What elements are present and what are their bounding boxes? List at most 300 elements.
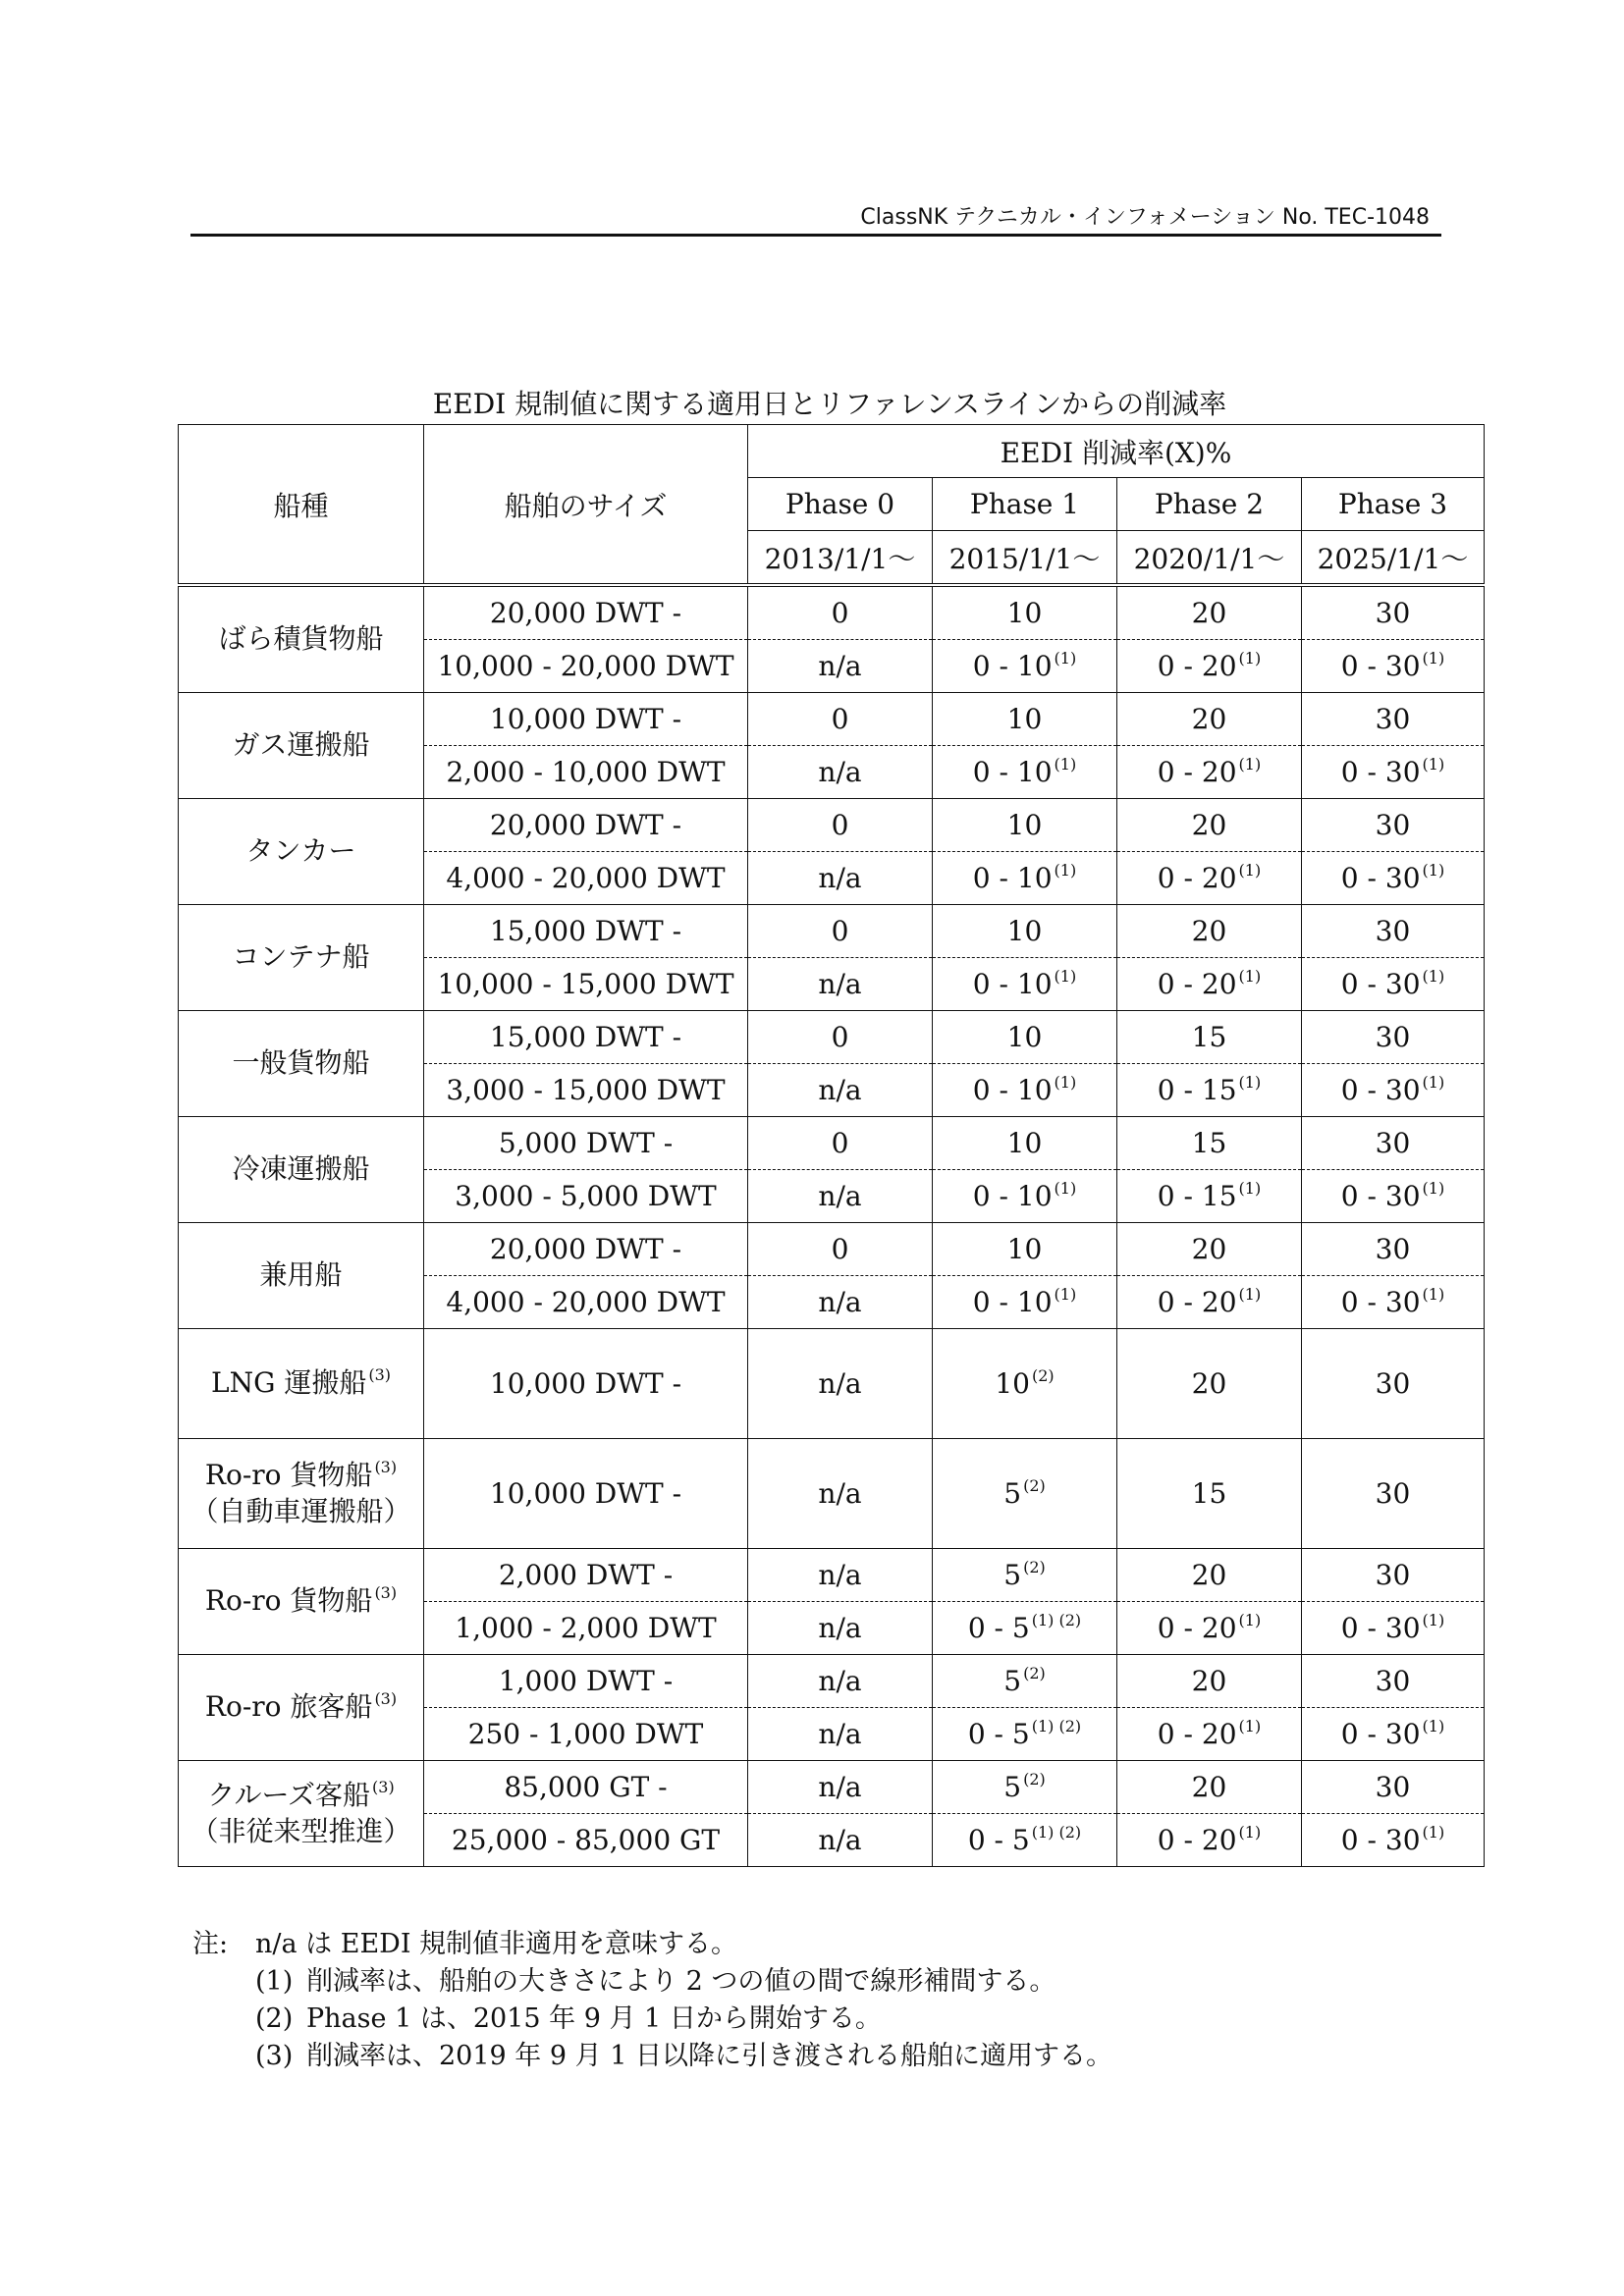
ship-type-cell: [179, 1761, 424, 1867]
reduction-value: 0 - 30: [1340, 862, 1421, 894]
reduction-value: 10: [1006, 915, 1043, 947]
table-row: [179, 1329, 1485, 1439]
col-ship-type-header: 船種: [179, 425, 424, 586]
reduction-value: 20: [1191, 597, 1227, 629]
phase-0-value-cell: [748, 640, 933, 693]
reduction-value: 0: [831, 597, 849, 629]
reduction-value: 0 - 20: [1157, 756, 1237, 788]
ship-type-name: 兼用船: [259, 1258, 343, 1292]
footnote-ref: (2): [1023, 1476, 1046, 1495]
ship-type-name: 一般貨物船: [232, 1046, 370, 1080]
reduction-value: 10: [1006, 1021, 1043, 1053]
note-text: 削減率は、船舶の大きさにより 2 つの値の間で線形補間する。: [306, 1966, 1056, 1997]
table-body: [179, 585, 1485, 1867]
note-text: Phase 1 は、2015 年 9 月 1 日から開始する。: [306, 2003, 882, 2034]
ship-type-cell: [179, 585, 424, 693]
reduction-value: 15: [1191, 1021, 1227, 1053]
reduction-value: 30: [1375, 1771, 1411, 1803]
reduction-value: 30: [1375, 1021, 1411, 1053]
phase-2-date: 2020/1/1～: [1117, 531, 1302, 586]
phase-1-value-cell: [933, 905, 1117, 958]
ship-type-name: Ro-ro 旅客船: [204, 1690, 373, 1724]
table-row: [179, 1761, 1485, 1814]
table-row: [179, 799, 1485, 852]
phase-2-value-cell: [1117, 1761, 1302, 1814]
ship-type-name: LNG 運搬船: [210, 1366, 367, 1400]
reduction-value: 5: [1003, 1665, 1022, 1697]
ship-type-line: [179, 833, 423, 869]
size-cell: 25,000 - 85,000 GT: [424, 1814, 748, 1867]
reduction-value: 10: [1006, 597, 1043, 629]
footnote-ref: (1): [1422, 1285, 1445, 1304]
phase-1-value-cell: [933, 1549, 1117, 1602]
phase-2-value-cell: [1117, 1011, 1302, 1064]
phase-3-value-cell: [1302, 1011, 1485, 1064]
ship-type-name: ばら積貨物船: [218, 622, 384, 656]
phase-2-value-cell: [1117, 1549, 1302, 1602]
ship-type-footnote: (3): [374, 1458, 398, 1477]
phase-0-value-cell: [748, 1170, 933, 1223]
phase-2-value-cell: [1117, 746, 1302, 799]
phase-1-value-cell: [933, 1170, 1117, 1223]
footnote-ref: (1): [1054, 1179, 1077, 1198]
phase-3-value-cell: [1302, 640, 1485, 693]
phase-1-value-cell: [933, 1223, 1117, 1276]
reduction-value: 0 - 30: [1340, 650, 1421, 682]
footnote-ref: (2): [1023, 1558, 1046, 1576]
reduction-value: 30: [1375, 1367, 1411, 1400]
phase-2-value-cell: [1117, 1276, 1302, 1329]
footnote-ref: (2): [1031, 1366, 1055, 1385]
size-cell: 20,000 DWT -: [424, 1223, 748, 1276]
phase-0-value-cell: [748, 1011, 933, 1064]
phase-3-value-cell: [1302, 852, 1485, 905]
reduction-value: 0 - 10: [972, 968, 1053, 1000]
reduction-value: 20: [1191, 1233, 1227, 1265]
size-cell: 20,000 DWT -: [424, 585, 748, 640]
size-cell: 2,000 DWT -: [424, 1549, 748, 1602]
size-cell: 85,000 GT -: [424, 1761, 748, 1814]
footnote-ref: (1): [1422, 1717, 1445, 1735]
reduction-value: 0 - 20: [1157, 862, 1237, 894]
phase-0-value-cell: [748, 1549, 933, 1602]
reduction-value: 0 - 30: [1340, 1612, 1421, 1644]
reduction-value: 0: [831, 1233, 849, 1265]
ship-type-name: Ro-ro 貨物船: [204, 1584, 373, 1618]
phase-3-header: Phase 3: [1302, 478, 1485, 531]
size-cell: 2,000 - 10,000 DWT: [424, 746, 748, 799]
reduction-value: 0 - 5: [967, 1612, 1030, 1644]
reduction-value: 0 - 30: [1340, 756, 1421, 788]
ship-type-line: [179, 1778, 423, 1813]
phase-2-value-cell: [1117, 958, 1302, 1011]
reduction-value: n/a: [818, 1824, 862, 1856]
reduction-value: 20: [1191, 809, 1227, 841]
phase-2-value-cell: [1117, 640, 1302, 693]
reduction-value: 10: [1006, 809, 1043, 841]
phase-2-value-cell: [1117, 1655, 1302, 1708]
table-row: [179, 1439, 1485, 1549]
phase-0-value-cell: [748, 958, 933, 1011]
ship-type-name: Ro-ro 貨物船: [204, 1459, 373, 1492]
phase-0-header: Phase 0: [748, 478, 933, 531]
size-cell: 10,000 - 15,000 DWT: [424, 958, 748, 1011]
phase-0-value-cell: [748, 1602, 933, 1655]
ship-type-cell: [179, 1117, 424, 1223]
ship-type-cell: [179, 1011, 424, 1117]
phase-3-value-cell: [1302, 1814, 1485, 1867]
phase-1-value-cell: [933, 1064, 1117, 1117]
ship-type-footnote: (3): [374, 1689, 398, 1709]
reduction-value: 0 - 30: [1340, 968, 1421, 1000]
reduction-value: n/a: [818, 1771, 862, 1803]
footnote-ref: (1): [1238, 1823, 1262, 1842]
ship-type-line: [179, 1045, 423, 1081]
ship-type-line: [179, 1458, 423, 1493]
reduction-value: n/a: [818, 1477, 862, 1510]
phase-1-value-cell: [933, 693, 1117, 746]
reduction-value: 20: [1191, 915, 1227, 947]
reduction-value: n/a: [818, 756, 862, 788]
ship-type-cell: [179, 1439, 424, 1549]
phase-3-value-cell: [1302, 1276, 1485, 1329]
reduction-value: 30: [1375, 1559, 1411, 1591]
reduction-value: 5: [1003, 1477, 1022, 1510]
footnote-ref: (1): [1422, 1179, 1445, 1198]
footnote-ref: (1): [1422, 861, 1445, 880]
reduction-value: 5: [1003, 1559, 1022, 1591]
phase-3-value-cell: [1302, 1761, 1485, 1814]
footnote-ref: (1): [1238, 861, 1262, 880]
table-row: [179, 905, 1485, 958]
phase-0-value-cell: [748, 799, 933, 852]
ship-type-line: [179, 939, 423, 975]
phase-3-value-cell: [1302, 799, 1485, 852]
reduction-value: 0 - 10: [972, 1074, 1053, 1106]
footnote-ref: (1): [1422, 1823, 1445, 1842]
footnote-ref: (1): [1238, 649, 1262, 667]
footnote-ref: (1): [1238, 1285, 1262, 1304]
phase-2-value-cell: [1117, 1329, 1302, 1439]
phase-1-date: 2015/1/1～: [933, 531, 1117, 586]
reduction-value: 0: [831, 1021, 849, 1053]
footnote-ref: (1): [1054, 1285, 1077, 1304]
phase-1-value-cell: [933, 1439, 1117, 1549]
reduction-value: 0: [831, 1127, 849, 1159]
phase-0-value-cell: [748, 1655, 933, 1708]
phase-2-value-cell: [1117, 1117, 1302, 1170]
ship-type-name: タンカー: [245, 834, 356, 868]
ship-type-cell: [179, 1223, 424, 1329]
phase-1-value-cell: [933, 1011, 1117, 1064]
phase-1-value-cell: [933, 1117, 1117, 1170]
reduction-value: n/a: [818, 1559, 862, 1591]
reduction-value: 30: [1375, 597, 1411, 629]
reduction-value: 0 - 30: [1340, 1286, 1421, 1318]
ship-type-name: 冷凍運搬船: [232, 1152, 370, 1186]
phase-0-value-cell: [748, 1814, 933, 1867]
reduction-value: 0 - 30: [1340, 1824, 1421, 1856]
footnote-ref: (1): [1422, 1073, 1445, 1092]
ship-type-cell: [179, 693, 424, 799]
footnote-ref: (1): [1054, 755, 1077, 774]
note-item: [192, 2038, 1112, 2075]
phase-2-value-cell: [1117, 905, 1302, 958]
phase-3-value-cell: [1302, 1223, 1485, 1276]
phase-2-value-cell: [1117, 585, 1302, 640]
ship-type-line: [179, 621, 423, 657]
reduction-value: 20: [1191, 1771, 1227, 1803]
reduction-value: 0 - 5: [967, 1824, 1030, 1856]
footnote-ref: (1): [1238, 1073, 1262, 1092]
reduction-value: 10: [1006, 703, 1043, 735]
reduction-value: 5: [1003, 1771, 1022, 1803]
reduction-value: n/a: [818, 650, 862, 682]
reduction-value: 30: [1375, 1233, 1411, 1265]
ship-type-line: [179, 1365, 423, 1401]
phase-2-value-cell: [1117, 1814, 1302, 1867]
reduction-value: 15: [1191, 1477, 1227, 1510]
phase-3-value-cell: [1302, 585, 1485, 640]
size-cell: 10,000 DWT -: [424, 693, 748, 746]
phase-2-value-cell: [1117, 1708, 1302, 1761]
size-cell: 3,000 - 15,000 DWT: [424, 1064, 748, 1117]
ship-type-footnote: (3): [368, 1365, 392, 1385]
phase-2-value-cell: [1117, 852, 1302, 905]
reduction-value: n/a: [818, 1286, 862, 1318]
header-text: ClassNK テクニカル・インフォメーション No. TEC-1048: [860, 205, 1430, 230]
phase-2-value-cell: [1117, 693, 1302, 746]
reduction-value: n/a: [818, 1718, 862, 1750]
note-num: (1): [255, 1966, 294, 1997]
reduction-value: 0: [831, 915, 849, 947]
footnote-ref: (1): [1238, 1179, 1262, 1198]
ship-type-footnote: (3): [372, 1778, 395, 1797]
phase-2-header: Phase 2: [1117, 478, 1302, 531]
footnote-ref: (1): [1238, 1717, 1262, 1735]
footnote-ref: (1) (2): [1031, 1823, 1082, 1842]
reduction-value: 0 - 30: [1340, 1718, 1421, 1750]
ship-type-line: [179, 727, 423, 763]
reduction-value: 0 - 10: [972, 862, 1053, 894]
reduction-value: 20: [1191, 1367, 1227, 1400]
phase-1-value-cell: [933, 1655, 1117, 1708]
phase-2-value-cell: [1117, 1223, 1302, 1276]
ship-type-cell: [179, 905, 424, 1011]
ship-type-cell: [179, 1329, 424, 1439]
size-cell: 3,000 - 5,000 DWT: [424, 1170, 748, 1223]
phase-3-value-cell: [1302, 1549, 1485, 1602]
phase-2-value-cell: [1117, 1439, 1302, 1549]
phase-0-value-cell: [748, 905, 933, 958]
phase-1-value-cell: [933, 1329, 1117, 1439]
phase-0-value-cell: [748, 1064, 933, 1117]
reduction-value: 30: [1375, 915, 1411, 947]
reduction-value: 0 - 30: [1340, 1074, 1421, 1106]
phase-3-value-cell: [1302, 958, 1485, 1011]
size-cell: 1,000 - 2,000 DWT: [424, 1602, 748, 1655]
phase-0-date: 2013/1/1～: [748, 531, 933, 586]
reduction-value: 0 - 20: [1157, 1824, 1237, 1856]
reduction-value: 0: [831, 809, 849, 841]
reduction-value: n/a: [818, 968, 862, 1000]
phase-1-value-cell: [933, 958, 1117, 1011]
size-cell: 10,000 DWT -: [424, 1329, 748, 1439]
note-item: [192, 2001, 1112, 2038]
phase-1-value-cell: [933, 852, 1117, 905]
reduction-value: n/a: [818, 862, 862, 894]
footnote-ref: (1): [1054, 967, 1077, 986]
phase-0-value-cell: [748, 746, 933, 799]
phase-0-value-cell: [748, 585, 933, 640]
phase-3-value-cell: [1302, 1117, 1485, 1170]
note-head: 注:: [192, 1929, 229, 1959]
table-row: [179, 1223, 1485, 1276]
reduction-value: 30: [1375, 1665, 1411, 1697]
reduction-value: 15: [1191, 1127, 1227, 1159]
size-cell: 10,000 - 20,000 DWT: [424, 640, 748, 693]
reduction-value: 0 - 10: [972, 1180, 1053, 1212]
phase-1-value-cell: [933, 746, 1117, 799]
eedi-reduction-table: [178, 424, 1485, 1867]
ship-type-cell: [179, 1655, 424, 1761]
note-num: (3): [255, 2041, 294, 2071]
table-title: EEDI 規制値に関する適用日とリファレンスラインからの削減率: [432, 388, 1227, 420]
phase-3-value-cell: [1302, 1170, 1485, 1223]
reduction-value: 0 - 30: [1340, 1180, 1421, 1212]
phase-3-value-cell: [1302, 746, 1485, 799]
phase-0-value-cell: [748, 1329, 933, 1439]
reduction-value: 0 - 20: [1157, 968, 1237, 1000]
size-cell: 5,000 DWT -: [424, 1117, 748, 1170]
reduction-value: 0 - 20: [1157, 1718, 1237, 1750]
reduction-value: 0 - 5: [967, 1718, 1030, 1750]
ship-type-line: [179, 1583, 423, 1619]
table-row: [179, 693, 1485, 746]
phase-1-value-cell: [933, 799, 1117, 852]
size-cell: 10,000 DWT -: [424, 1439, 748, 1549]
phase-0-value-cell: [748, 852, 933, 905]
reduction-value: n/a: [818, 1180, 862, 1212]
footnote-ref: (1): [1238, 1611, 1262, 1629]
header-row-1: [179, 425, 1485, 478]
footnote-ref: (1): [1422, 755, 1445, 774]
phase-1-value-cell: [933, 1276, 1117, 1329]
reduction-value: n/a: [818, 1367, 862, 1400]
note-main: [192, 1926, 1112, 1963]
footnote-ref: (1) (2): [1031, 1717, 1082, 1735]
table-row: [179, 1011, 1485, 1064]
footnote-ref: (1): [1422, 1611, 1445, 1629]
ship-type-cell: [179, 1549, 424, 1655]
reduction-value: 0 - 10: [972, 756, 1053, 788]
phase-1-value-cell: [933, 640, 1117, 693]
reduction-value: n/a: [818, 1665, 862, 1697]
ship-type-name: ガス運搬船: [232, 728, 370, 762]
phase-3-value-cell: [1302, 1439, 1485, 1549]
ship-type-subname: （非従来型推進）: [190, 1814, 411, 1847]
ship-type-name: クルーズ客船: [207, 1779, 371, 1812]
reduction-value: n/a: [818, 1074, 862, 1106]
phase-0-value-cell: [748, 1439, 933, 1549]
reduction-value: 30: [1375, 809, 1411, 841]
reduction-value: 0 - 15: [1157, 1074, 1237, 1106]
reduction-value: 0 - 20: [1157, 650, 1237, 682]
reduction-value: 10: [1006, 1127, 1043, 1159]
ship-type-footnote: (3): [374, 1583, 398, 1603]
phase-2-value-cell: [1117, 1170, 1302, 1223]
reduction-value: 10: [995, 1367, 1030, 1400]
size-cell: 4,000 - 20,000 DWT: [424, 852, 748, 905]
footnote-ref: (1): [1422, 967, 1445, 986]
page-header: [190, 192, 1441, 237]
size-cell: 1,000 DWT -: [424, 1655, 748, 1708]
phase-3-value-cell: [1302, 1708, 1485, 1761]
table-row: [179, 1117, 1485, 1170]
reduction-value: 0 - 10: [972, 1286, 1053, 1318]
ship-type-cell: [179, 799, 424, 905]
phase-3-value-cell: [1302, 1655, 1485, 1708]
reduction-value: 30: [1375, 1127, 1411, 1159]
phase-1-value-cell: [933, 1814, 1117, 1867]
notes: [192, 1926, 1112, 2075]
size-cell: 4,000 - 20,000 DWT: [424, 1276, 748, 1329]
size-cell: 20,000 DWT -: [424, 799, 748, 852]
table-row: [179, 1549, 1485, 1602]
phase-0-value-cell: [748, 1708, 933, 1761]
size-cell: 15,000 DWT -: [424, 905, 748, 958]
phase-3-value-cell: [1302, 1602, 1485, 1655]
footnote-ref: (1): [1054, 649, 1077, 667]
phase-1-value-cell: [933, 585, 1117, 640]
footnote-ref: (2): [1023, 1770, 1046, 1789]
phase-1-value-cell: [933, 1761, 1117, 1814]
reduction-value: 10: [1006, 1233, 1043, 1265]
footnote-ref: (1): [1054, 861, 1077, 880]
footnote-ref: (1): [1054, 1073, 1077, 1092]
note-num: (2): [255, 2003, 294, 2034]
note-main-text: n/a は EEDI 規制値非適用を意味する。: [255, 1929, 738, 1959]
reduction-value: 30: [1375, 703, 1411, 735]
reduction-value: 20: [1191, 1665, 1227, 1697]
ship-type-line: [179, 1257, 423, 1293]
size-cell: 15,000 DWT -: [424, 1011, 748, 1064]
phase-0-value-cell: [748, 1117, 933, 1170]
phase-2-value-cell: [1117, 1602, 1302, 1655]
phase-0-value-cell: [748, 693, 933, 746]
col-reduction-header: EEDI 削減率(X)%: [748, 425, 1485, 478]
phase-1-header: Phase 1: [933, 478, 1117, 531]
reduction-value: 0 - 20: [1157, 1286, 1237, 1318]
note-text: 削減率は、2019 年 9 月 1 日以降に引き渡される船舶に適用する。: [306, 2041, 1112, 2071]
phase-3-date: 2025/1/1～: [1302, 531, 1485, 586]
phase-3-value-cell: [1302, 905, 1485, 958]
phase-3-value-cell: [1302, 1329, 1485, 1439]
footnote-ref: (1): [1238, 967, 1262, 986]
table-row: [179, 1655, 1485, 1708]
phase-0-value-cell: [748, 1223, 933, 1276]
phase-3-value-cell: [1302, 693, 1485, 746]
footnote-ref: (1): [1238, 755, 1262, 774]
footnote-ref: (1) (2): [1031, 1611, 1082, 1629]
reduction-value: 0 - 20: [1157, 1612, 1237, 1644]
table-row: [179, 585, 1485, 640]
phase-3-value-cell: [1302, 1064, 1485, 1117]
phase-1-value-cell: [933, 1708, 1117, 1761]
reduction-value: n/a: [818, 1612, 862, 1644]
col-size-header: 船舶のサイズ: [424, 425, 748, 586]
footnote-ref: (2): [1023, 1664, 1046, 1682]
